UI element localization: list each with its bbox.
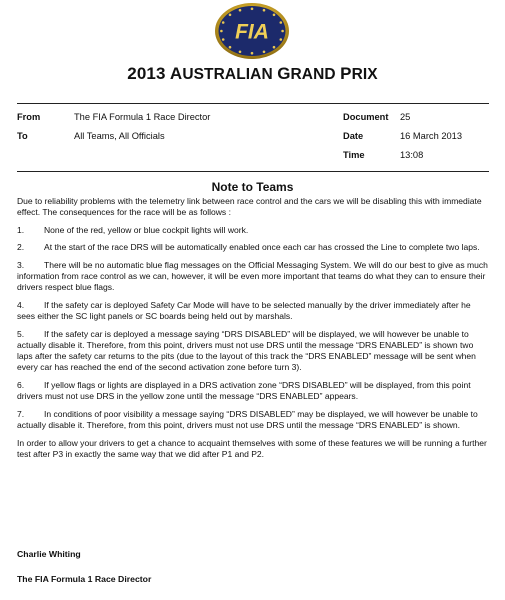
list-item (17, 409, 491, 431)
fia-logo (214, 2, 290, 60)
time-value: 13:08 (400, 150, 424, 160)
to-label: To (17, 131, 28, 141)
item-number: 2. (17, 242, 25, 253)
document-number: 25 (400, 112, 411, 122)
list-item (17, 242, 491, 253)
item-number: 6. (17, 379, 25, 390)
note-title: Note to Teams (211, 180, 294, 194)
document-label: Document (343, 112, 389, 122)
item-number: 4. (17, 299, 25, 310)
item-text: In conditions of poor visibility a message saying “DRS DISABLED” may be displayed, we will however be unable to actually disable it. Therefore, from this point, drivers must not use DRS until the message “DRS ENABLED” is shown. (17, 408, 478, 430)
from-label: From (17, 112, 41, 122)
item-number: 3. (17, 259, 25, 270)
item-text: If the safety car is deployed Safety Car Mode will have to be selected manually by the driver immediately after he sees either the SC light panels or SC boards being held out by marshals. (17, 299, 471, 322)
to-value: All Teams, All Officials (74, 131, 165, 141)
item-text: None of the red, yellow or blue cockpit lights will work. (44, 224, 249, 235)
note-body (17, 196, 491, 466)
item-text: There will be no automatic blue flag messages on the Official Messaging System. We will do our best to give as much information from race control as we can, however, it will be even more important that teams do what they can to ensure their drivers respect blue flags. (17, 259, 488, 293)
document-title: 2013 AUSTRALIAN GRAND PRIX (127, 64, 378, 83)
item-text: If the safety car is deployed a message saying “DRS DISABLED” will be displayed, we will however be unable to actually disable it. Therefore, from this point, drivers must not use DRS until the message “DRS ENABLED” is shown two laps after the safety car returns to the pits (due to the layout of this track the “DRS ENABLED” message will be sent when every car has reached the end of the second activation zone before turn 3). (17, 328, 476, 373)
item-text: If yellow flags or lights are displayed in a DRS activation zone “DRS DISABLED” will be displayed, from this point drivers must not use DRS in the yellow zone until the message “DRS ENABLED” appears. (17, 379, 471, 402)
date-label: Date (343, 131, 364, 141)
signature-name: Charlie Whiting (17, 549, 81, 559)
date-value: 16 March 2013 (400, 131, 463, 141)
list-item (17, 380, 491, 402)
header-rule-bottom (17, 171, 489, 172)
list-item (17, 300, 491, 322)
closing-paragraph: In order to allow your drivers to get a chance to acquaint themselves with some of these features we will be running a further test after P3 in exactly the same way that we did after P1 and P2. (17, 437, 487, 459)
from-value: The FIA Formula 1 Race Director (74, 112, 211, 122)
intro-paragraph: Due to reliability problems with the telemetry link between race control and the cars we will be disabling this with immediate effect. The consequences for the race will be as follows : (17, 196, 482, 218)
item-number: 5. (17, 328, 25, 339)
item-text: At the start of the race DRS will be automatically enabled once each car has crossed the Line to complete two laps. (44, 242, 480, 253)
item-number: 7. (17, 408, 25, 419)
time-label: Time (343, 150, 365, 160)
list-item (17, 260, 491, 294)
header-rule-top (17, 103, 489, 104)
list-item (17, 225, 491, 236)
list-item (17, 329, 491, 374)
fia-logo-text: FIA (235, 20, 269, 44)
item-number: 1. (17, 224, 25, 235)
signature-role: The FIA Formula 1 Race Director (17, 574, 152, 584)
